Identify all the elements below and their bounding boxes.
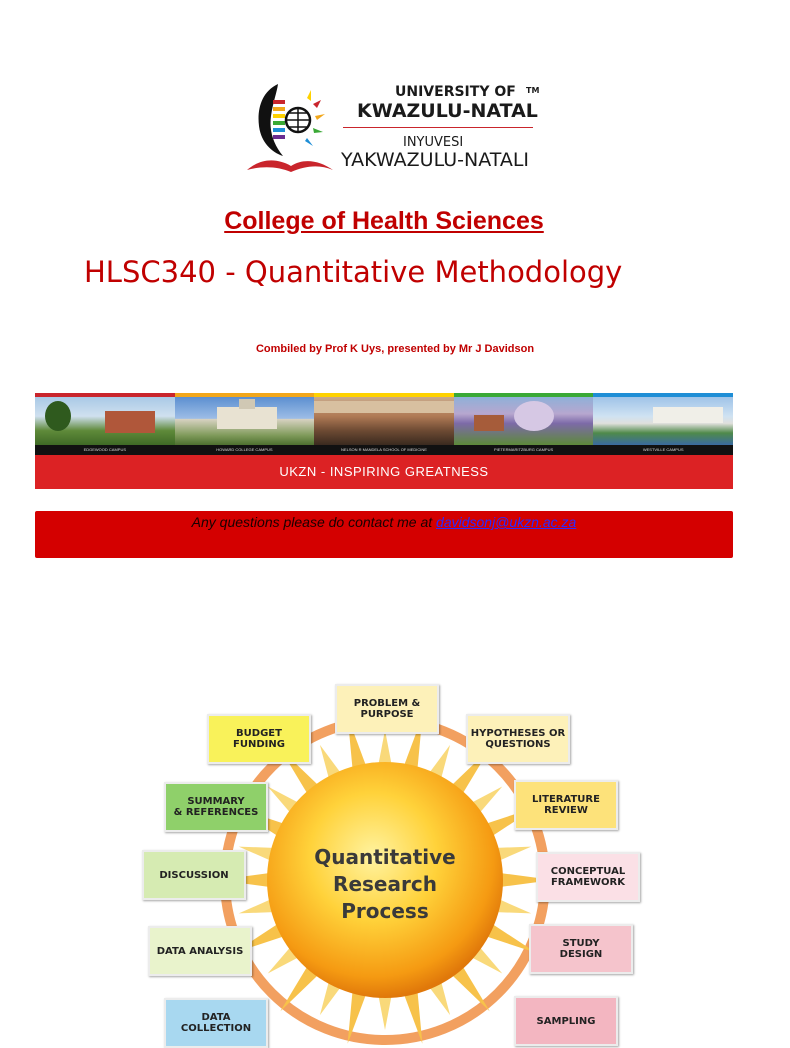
ukzn-logo	[243, 78, 543, 178]
college-title: College of Health Sciences	[224, 207, 544, 235]
step-discussion: DISCUSSION	[142, 850, 246, 900]
ukzn-shield-icon	[243, 78, 339, 178]
campus-caption: WESTVILLE CAMPUS	[642, 447, 684, 452]
campus-caption: EDGEWOOD CAMPUS	[83, 447, 127, 452]
step-study-design: STUDY DESIGN	[529, 924, 633, 974]
step-conceptual-framework: CONCEPTUAL FRAMEWORK	[536, 852, 640, 902]
contact-text: Any questions please do contact me at	[191, 514, 437, 530]
research-process-diagram	[130, 670, 650, 1034]
campus-photo-westville	[593, 397, 733, 445]
course-title: HLSC340 - Quantitative Methodology	[84, 255, 623, 289]
campus-photo-edgewood	[35, 397, 175, 445]
campus-caption: NELSON R MANDELA SCHOOL OF MEDICINE	[341, 447, 427, 452]
logo-text-kwazulu-natal: KWAZULU-NATAL	[357, 100, 538, 122]
campus-photo-medicine	[314, 397, 454, 445]
logo-text-yakwazulu-natali: YAKWAZULU-NATALI	[341, 149, 530, 171]
contact-line	[35, 514, 733, 530]
campus-photo-howard-college	[175, 397, 315, 445]
logo-trademark: TM	[526, 86, 540, 95]
step-hypotheses-questions: HYPOTHESES OR QUESTIONS	[466, 714, 570, 764]
campus-caption: HOWARD COLLEGE CAMPUS	[216, 447, 273, 452]
compiled-by-credit: Combiled by Prof K Uys, presented by Mr J Davidson	[255, 343, 535, 355]
step-sampling: SAMPLING	[514, 996, 618, 1046]
logo-text-inyuvesi: INYUVESI	[403, 135, 464, 150]
step-data-analysis: DATA ANALYSIS	[148, 926, 252, 976]
campus-photos	[35, 397, 733, 445]
campus-captions	[35, 445, 733, 455]
campus-caption: PIETERMARITZBURG CAMPUS	[494, 447, 554, 452]
contact-box	[35, 511, 733, 558]
diagram-center-title: Quantitative Research Process	[314, 845, 456, 923]
contact-email-link[interactable]: davidsonj@ukzn.ac.za	[436, 514, 577, 530]
step-summary-references: SUMMARY & REFERENCES	[164, 782, 268, 832]
banner-slogan: UKZN - INSPIRING GREATNESS	[279, 464, 489, 479]
logo-text-university-of: UNIVERSITY OF	[395, 84, 516, 100]
logo-divider	[343, 127, 533, 128]
step-problem-purpose: PROBLEM & PURPOSE	[335, 684, 439, 734]
campus-photo-pietermaritzburg	[454, 397, 594, 445]
step-budget-funding: BUDGET FUNDING	[207, 714, 311, 764]
step-literature-review: LITERATURE REVIEW	[514, 780, 618, 830]
step-data-collection: DATA COLLECTION	[164, 998, 268, 1048]
campus-banner	[35, 393, 733, 489]
